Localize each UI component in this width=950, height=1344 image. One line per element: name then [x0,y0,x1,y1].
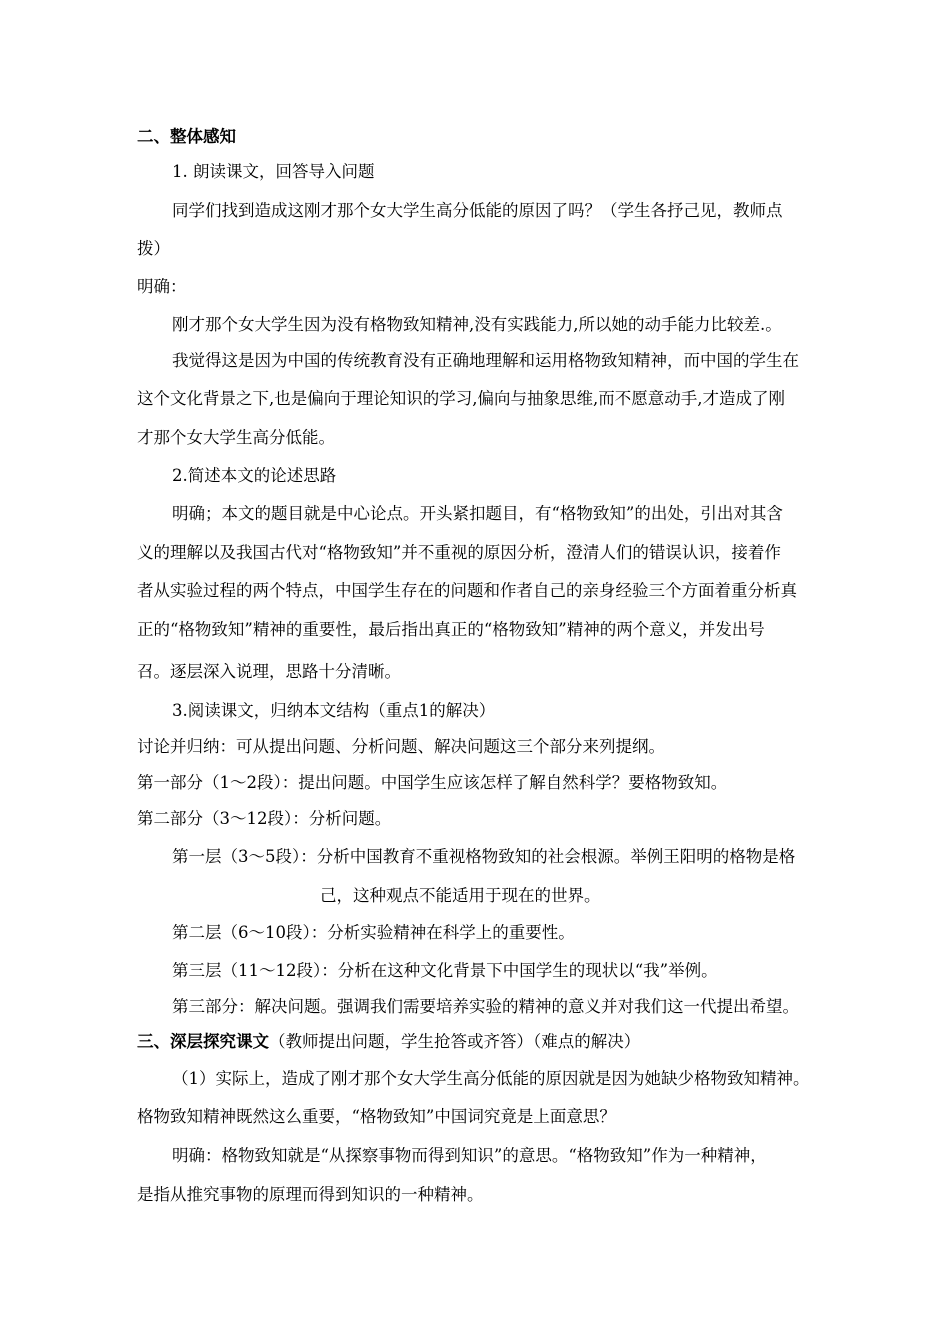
paragraph-line: 义的理解以及我国古代对“格物致知”并不重视的原因分析，澄清人们的错误认识，接着作 [137,543,781,562]
answer-line: 明确：格物致知就是“从探察事物而得到知识”的意思。“格物致知”作为一种精神， [172,1146,767,1165]
outline-part-1: 第一部分（1～2段）：提出问题。中国学生应该怎样了解自然科学？要格物致知。 [137,773,728,792]
paragraph-line: 明确；本文的题目就是中心论点。开头紧扣题目，有“格物致知”的出处，引出对其含 [172,504,783,523]
question-line: 格物致知精神既然这么重要，“格物致知”中国词究竟是上面意思？ [137,1107,616,1126]
question-line: （1）实际上，造成了刚才那个女大学生高分低能的原因就是因为她缺少格物致知精神。 [172,1069,810,1088]
paragraph-line: 我觉得这是因为中国的传统教育没有正确地理解和运用格物致知精神，而中国的学生在 [172,351,799,370]
outline-layer-1-cont: 己，这种观点不能适用于现在的世界。 [320,886,601,905]
paragraph-line: 同学们找到造成这刚才那个女大学生高分低能的原因了吗？（学生各抒己见，教师点 [172,201,783,220]
paragraph-line: 正的“格物致知”精神的重要性，最后指出真正的“格物致知”精神的两个意义，并发出号 [137,620,765,639]
section-heading-explore-title: 三、深层探究课文 [137,1032,269,1051]
paragraph-line: 才那个女大学生高分低能。 [137,428,335,447]
paragraph-line: 者从实验过程的两个特点，中国学生存在的问题和作者自己的亲身经验三个方面着重分析真 [137,581,797,600]
paragraph-line: 这个文化背景之下,也是偏向于理论知识的学习,偏向与抽象思维,而不愿意动手,才造成了刚 [137,389,785,408]
outline-part-2: 第二部分（3～12段）：分析问题。 [137,809,392,828]
paragraph-line: 讨论并归纳：可从提出问题、分析问题、解决问题这三个部分来列提纲。 [137,737,665,756]
outline-layer-3: 第三层（11～12段）：分析在这种文化背景下中国学生的现状以“我”举例。 [172,961,718,980]
outline-layer-2: 第二层（6～10段）：分析实验精神在科学上的重要性。 [172,923,575,942]
clarify-label: 明确： [137,277,187,296]
paragraph-line: 刚才那个女大学生因为没有格物致知精神,没有实践能力,所以她的动手能力比较差.。 [172,315,782,334]
item-title-argument: 2.简述本文的论述思路 [172,466,337,485]
paragraph-line: 拨） [137,239,170,258]
section-heading-explore-note: （教师提出问题，学生抢答或齐答）（难点的解决） [269,1032,641,1051]
outline-part-3: 第三部分：解决问题。强调我们需要培养实验的精神的意义并对我们这一代提出希望。 [172,997,799,1016]
answer-line: 是指从推究事物的原理而得到知识的一种精神。 [137,1185,484,1204]
item-title-reading: 1. 朗读课文，回答导入问题 [172,162,375,181]
section-heading-overall: 二、整体感知 [137,127,236,146]
item-title-structure: 3.阅读课文，归纳本文结构（重点1的解决） [172,701,496,720]
section-heading-explore [137,1031,640,1053]
paragraph-line: 召。逐层深入说理，思路十分清晰。 [137,662,401,681]
outline-layer-1: 第一层（3～5段）：分析中国教育不重视格物致知的社会根源。举例王阳明的格物是格 [172,847,796,866]
